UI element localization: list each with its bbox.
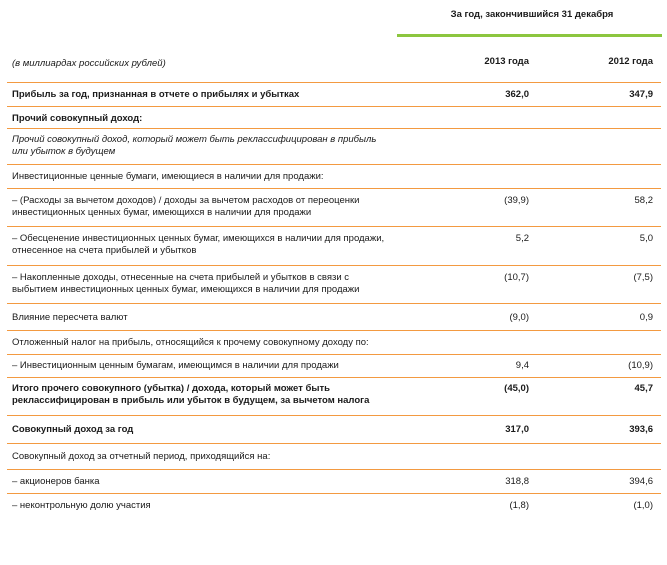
row-label: Влияние пересчета валют [12,312,128,323]
table-row [7,129,661,165]
row-label: Отложенный налог на прибыль, относящийся к прочему совокупному доходу по: [12,337,369,348]
row-label: Совокупный доход за отчетный период, приходящийся на: [12,451,271,462]
value-2013: 5,2 [515,233,529,244]
row-label: – Накопленные доходы, отнесенные на счета прибылей и убытков в связи с выбытием инвестиционных ценных бумаг, имеющихся в наличии для продажи [12,272,360,295]
row-label: Совокупный доход за год [12,424,134,435]
income-statement-table [7,44,661,517]
table-row [7,378,661,416]
value-2012: 5,0 [639,233,653,244]
table-row [7,107,661,129]
row-label: Инвестиционные ценные бумаги, имеющиеся в наличии для продажи: [12,171,324,182]
column-header-2012: 2012 года [608,56,653,67]
row-label: Итого прочего совокупного (убытка) / дохода, который может быть реклассифицирован в прибыль или убыток в будущем, за вычетом налога [12,383,370,406]
table-row [7,165,661,189]
value-2012: 394,6 [629,476,653,487]
row-label: – Обесценение инвестиционных ценных бумаг, имеющихся в наличии для продажи, отнесенное на счета прибылей и убытков [12,233,385,256]
value-2012: 393,6 [629,424,653,435]
value-2012: (7,5) [633,272,653,283]
value-2013: 317,0 [505,424,529,435]
table-row [7,189,661,227]
table-row [7,444,661,470]
row-label: – неконтрольную долю участия [12,500,151,511]
value-2012: 0,9 [639,312,653,323]
column-header-2013: 2013 года [484,56,529,67]
value-2012: 45,7 [634,383,653,394]
table-row [7,470,661,494]
table-row [7,416,661,444]
units-note: (в миллиардах российских рублей) [12,58,166,69]
period-header: За год, закончившийся 31 декабря [450,9,614,20]
table-row [7,227,661,266]
table-row [7,494,661,517]
row-label: – Инвестиционным ценным бумагам, имеющимся в наличии для продажи [12,360,339,371]
value-2013: (45,0) [504,383,529,394]
table-row [7,83,661,107]
value-2012: 347,9 [629,89,653,100]
value-2012: (10,9) [628,360,653,371]
table-row [7,355,661,378]
row-label: Прочий совокупный доход, который может быть реклассифицирован в прибыль или убыток в будущем [12,134,377,157]
value-2013: (9,0) [509,312,529,323]
value-2013: (10,7) [504,272,529,283]
value-2012: (1,0) [633,500,653,511]
value-2013: (39,9) [504,195,529,206]
row-label: Прибыль за год, признанная в отчете о прибылях и убытках [12,89,300,100]
value-2013: (1,8) [509,500,529,511]
value-2013: 362,0 [505,89,529,100]
value-2012: 58,2 [634,195,653,206]
row-label: – акционеров банка [12,476,100,487]
row-label: Прочий совокупный доход: [12,113,143,124]
value-2013: 318,8 [505,476,529,487]
value-2013: 9,4 [515,360,529,371]
row-label: – (Расходы за вычетом доходов) / доходы за вычетом расходов от переоценки инвестиционных ценных бумаг, имеющихся в наличии для продажи [12,195,360,218]
table-row [7,266,661,304]
table-row [7,331,661,355]
column-header-row [7,44,661,83]
header-accent-line [397,34,662,37]
table-row [7,304,661,331]
